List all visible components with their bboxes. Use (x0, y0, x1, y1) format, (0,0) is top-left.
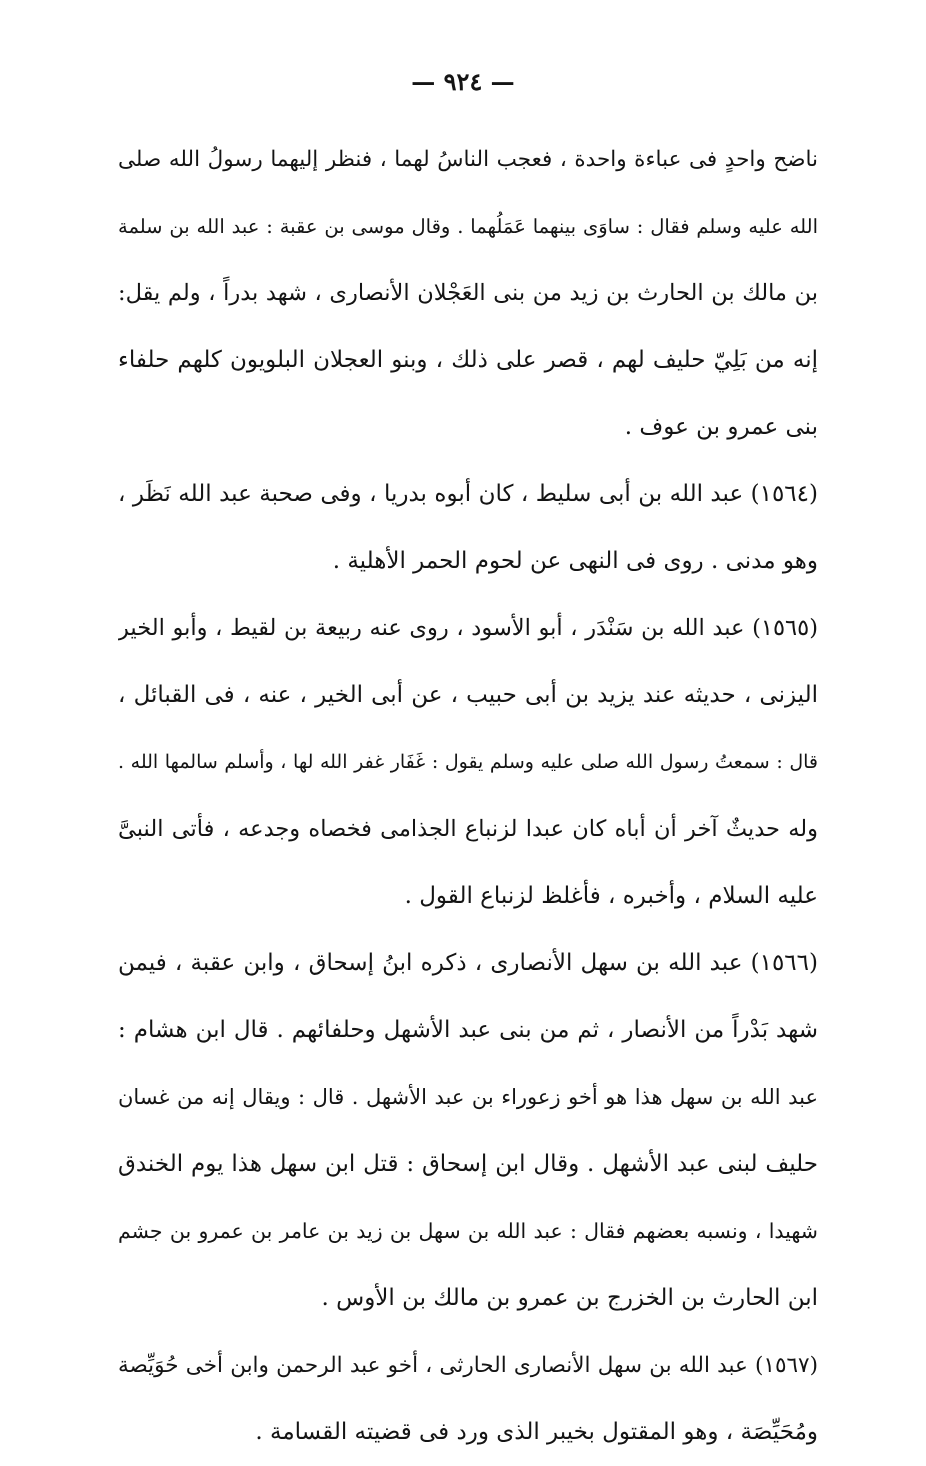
text-line: عبد الله بن سهل هذا هو أخو زعوراء بن عبد الأشهل . قال : ويقال إنه من غسان (118, 1085, 818, 1109)
text-line: وهو مدنى . روى فى النهى عن لحوم الحمر الأهلية . (332, 548, 818, 574)
entry-1566-line: (١٥٦٦) عبد الله بن سهل الأنصارى ، ذكره ابنُ إسحاق ، وابن عقبة ، فيمن (118, 950, 818, 976)
text-line: اليزنى ، حديثه عند يزيد بن أبى حبيب ، عن أبى الخير ، عنه ، فى القبائل ، (118, 682, 818, 708)
entry-1567-line: (١٥٦٧) عبد الله بن سهل الأنصارى الحارثى ، أخو عبد الرحمن وابن أخى حُوَيِّصة (118, 1353, 818, 1378)
text-line: ناضح واحدٍ فى عباءة واحدة ، فعجب الناسُ لهما ، فنظر إليهما رسولُ الله صلى (118, 147, 818, 172)
text-line: شهيدا ، ونسبه بعضهم فقال : عبد الله بن سهل بن زيد بن عامر بن عمرو بن جشم (118, 1219, 818, 1243)
text-body (118, 126, 818, 1466)
text-line: عليه السلام ، وأخبره ، فأغلظ لزنباع القول . (404, 883, 818, 909)
text-line: وله حديثٌ آخر أن أباه كان عبدا لزنباع الجذامى فخصاه وجدعه ، فأتى النبىَّ (118, 816, 818, 842)
text-line: الله عليه وسلم فقال : ساوَى بينهما عَمَلُهما . وقال موسى بن عقبة : عبد الله بن سلمة (118, 215, 818, 238)
text-line: بنى عمرو بن عوف . (624, 414, 818, 440)
entry-1564-line: (١٥٦٤) عبد الله بن أبى سليط ، كان أبوه بدريا ، وفى صحبة عبد الله نَظَر ، (118, 481, 818, 507)
text-line: إنه من بَلِيّ حليف لهم ، قصر على ذلك ، وبنو العجلان البلويون كلهم حلفاء (118, 347, 818, 373)
text-line: ابن الحارث بن الخزرج بن عمرو بن مالك بن الأوس . (321, 1285, 818, 1311)
text-line: شهد بَدْراً من الأنصار ، ثم من بنى عبد الأشهل وحلفائهم . قال ابن هشام : (118, 1017, 818, 1043)
text-line: ومُحَيِّصَة ، وهو المقتول بخيبر الذى ورد فى قضيته القسامة . (255, 1419, 818, 1445)
text-line: قال : سمعتُ رسول الله صلى عليه وسلم يقول : غَفَار غفر الله لها ، وأسلم سالمها الله . (118, 751, 818, 773)
page-number: — ٩٢٤ — (411, 67, 515, 96)
text-line: حليف لبنى عبد الأشهل . وقال ابن إسحاق : قتل ابن سهل هذا يوم الخندق (118, 1151, 818, 1177)
text-line: بن مالك بن الحارث بن زيد من بنى العَجْلان الأنصارى ، شهد بدراً ، ولم يقل: (118, 280, 818, 306)
entry-1565-line: (١٥٦٥) عبد الله بن سَنْدَر ، أبو الأسود ، روى عنه ربيعة بن لقيط ، وأبو الخير (118, 615, 818, 641)
